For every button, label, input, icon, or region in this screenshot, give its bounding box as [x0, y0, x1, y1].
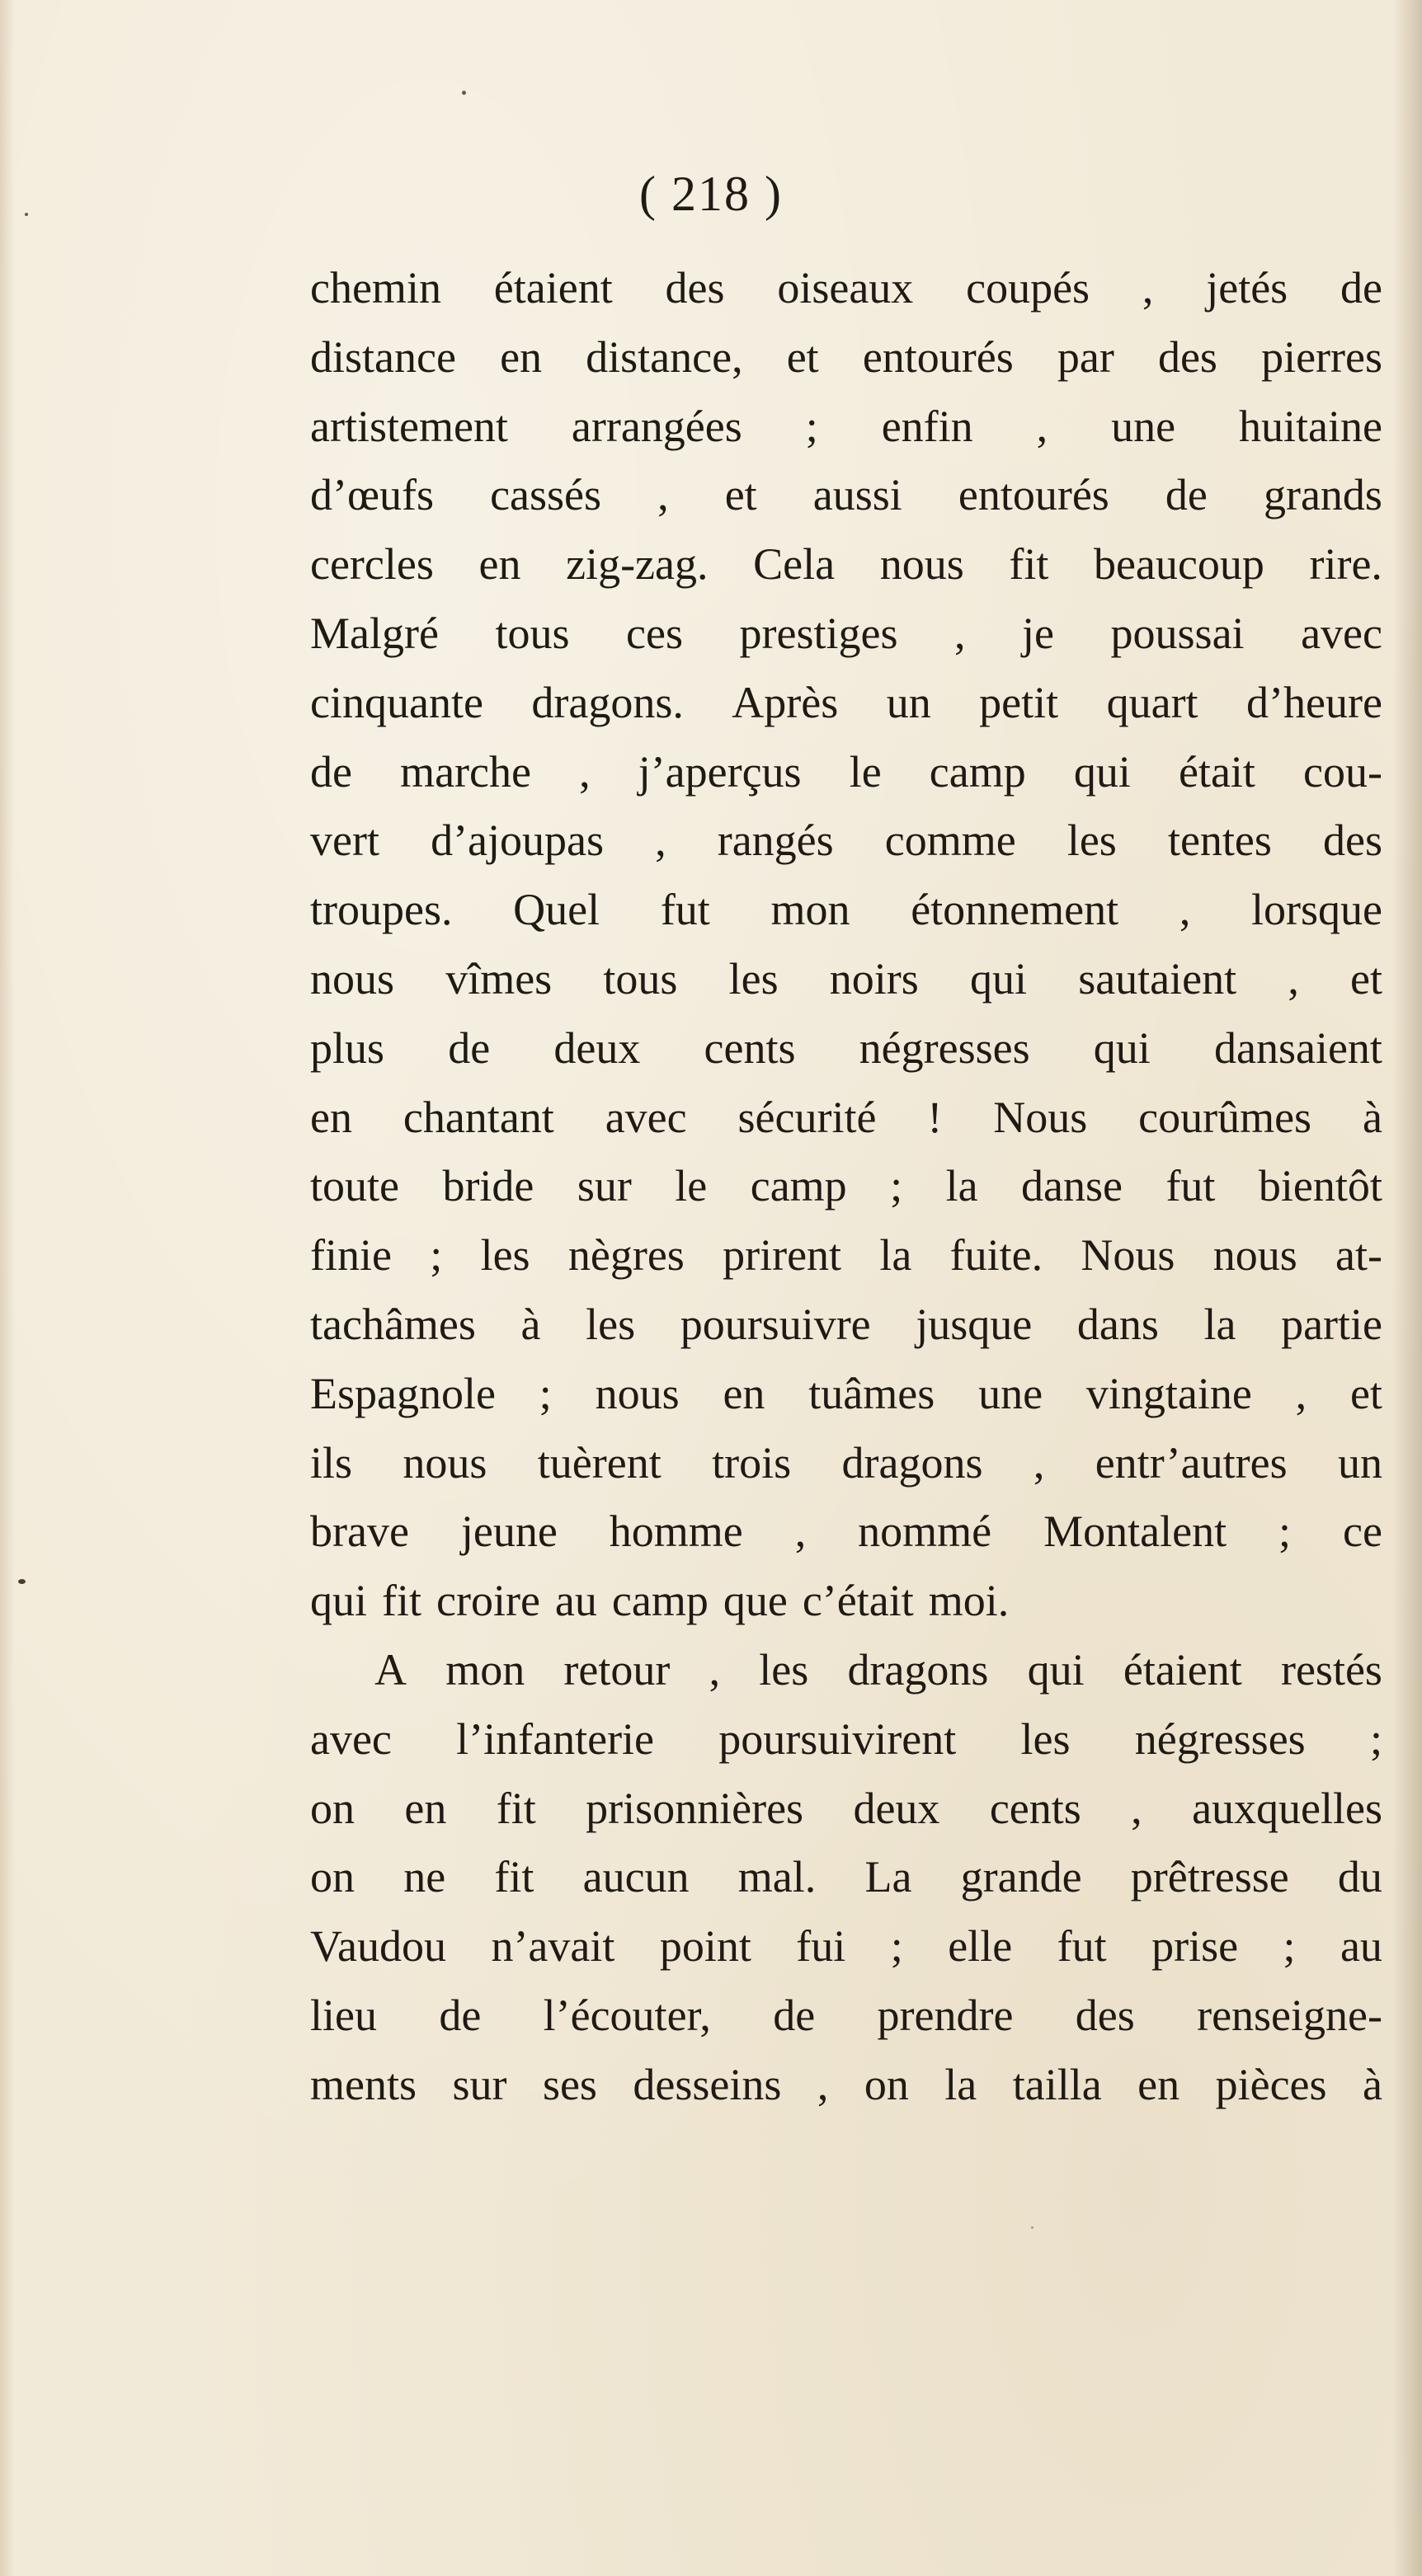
page-number: ( 218 ) [639, 167, 783, 221]
text-line: troupes. Quel fut mon étonnement , lorsque [310, 885, 1382, 935]
text-line: chemin étaient des oiseaux coupés , jetés de [310, 263, 1382, 313]
text-line: vert d’ajoupas , rangés comme les tentes des [310, 816, 1382, 866]
text-line: on ne fit aucun mal. La grande prêtresse du [310, 1852, 1382, 1902]
text-line: ils nous tuèrent trois dragons , entr’autres un [310, 1437, 1382, 1488]
text-line: distance en distance, et entourés par des pierres [310, 331, 1382, 382]
paper-speck [462, 91, 466, 95]
paper-speck [1031, 2226, 1034, 2229]
paper-speck [18, 1579, 26, 1584]
text-line: de marche , j’aperçus le camp qui était cou- [310, 746, 1382, 797]
text-line: Espagnole ; nous en tuâmes une vingtaine , et [310, 1368, 1382, 1418]
text-line: avec l’infanterie poursuivirent les négresses ; [310, 1713, 1382, 1764]
text-line: cercles en zig-zag. Cela nous fit beaucoup rire. [310, 539, 1382, 590]
text-line: Malgré tous ces prestiges , je poussai avec [310, 608, 1382, 658]
text-line: d’œufs cassés , et aussi entourés de grands [310, 470, 1382, 520]
text-line: A mon retour , les dragons qui étaient restés [374, 1644, 1382, 1695]
text-line: lieu de l’écouter, de prendre des renseigne- [310, 1990, 1382, 2040]
text-line: finie ; les nègres prirent la fuite. Nous nous at- [310, 1230, 1382, 1281]
text-line: en chantant avec sécurité ! Nous courûmes à [310, 1092, 1382, 1142]
text-line: plus de deux cents négresses qui dansaient [310, 1022, 1382, 1073]
text-line: brave jeune homme , nommé Montalent ; ce [310, 1507, 1382, 1557]
paper-speck [25, 213, 28, 216]
page-gutter-shadow [1392, 0, 1422, 2576]
page-left-edge [0, 0, 15, 2576]
text-line: Vaudou n’avait point fui ; elle fut prise ; au [310, 1921, 1382, 1972]
text-line: on en fit prisonnières deux cents , auxquelles [310, 1783, 1382, 1833]
text-line: cinquante dragons. Après un petit quart d’heure [310, 677, 1382, 727]
body-text [310, 254, 1382, 2120]
text-line: ments sur ses desseins , on la tailla en pièces à [310, 2059, 1382, 2109]
text-line: tachâmes à les poursuivre jusque dans la partie [310, 1299, 1382, 1349]
text-line: artistement arrangées ; enfin , une huitaine [310, 401, 1382, 451]
text-line: qui fit croire au camp que c’était moi. [310, 1576, 1010, 1626]
text-line: nous vîmes tous les noirs qui sautaient , et [310, 953, 1382, 1004]
text-line: toute bride sur le camp ; la danse fut bientôt [310, 1161, 1382, 1211]
